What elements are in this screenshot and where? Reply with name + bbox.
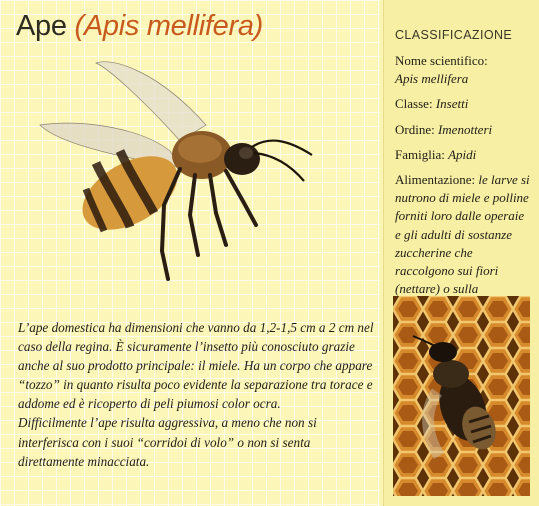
bee-illustration bbox=[30, 55, 330, 295]
fact-label: Ordine: bbox=[395, 121, 435, 137]
fact-diet bbox=[395, 171, 533, 317]
fact-class bbox=[395, 95, 533, 113]
fact-label: Nome scientifico: bbox=[395, 53, 488, 68]
fact-value: Insetti bbox=[435, 96, 469, 112]
title-scientific-name: (Apis mellifera) bbox=[74, 10, 264, 42]
page-title bbox=[16, 10, 263, 43]
fact-family bbox=[395, 146, 533, 164]
classification-facts bbox=[395, 52, 533, 324]
bee-legs bbox=[162, 169, 256, 279]
fact-scientific-name bbox=[395, 52, 533, 88]
fact-value: Imenotteri bbox=[437, 121, 493, 137]
description-text bbox=[18, 318, 378, 471]
bee-antenna-1 bbox=[252, 141, 312, 155]
honeycomb-bee-photo bbox=[393, 296, 530, 496]
fact-label: Classe: bbox=[395, 96, 433, 112]
honeycomb-photo bbox=[393, 296, 530, 496]
fact-order bbox=[395, 121, 533, 139]
description-paragraph-2: Difficilmente l’ape risulta aggressiva, a meno che non si interferisca con i suoi “corridoi di volo” o non si senta direttamente minacciata. bbox=[18, 415, 317, 469]
bee-antenna-2 bbox=[254, 153, 304, 181]
bee-head bbox=[224, 143, 260, 175]
fact-value: Apis mellifera bbox=[395, 71, 469, 87]
fact-value: le larve si nutrono di miele e polline forniti loro dalle operaie e gli adulti di sostanze zuccherine che raccolgono sui fiori (nettare) o sulla bbox=[395, 172, 530, 297]
fact-label: Alimentazione: bbox=[395, 172, 476, 188]
fact-label: Famiglia: bbox=[395, 146, 445, 162]
classification-heading: CLASSIFICAZIONE bbox=[395, 28, 513, 42]
fact-value: Apidi bbox=[448, 146, 477, 162]
title-common-name: Ape bbox=[16, 10, 67, 42]
description-paragraph-1: L’ape domestica ha dimensioni che vanno da 1,2-1,5 cm a 2 cm nel caso della regina. È sicuramente l’insetto più conosciuto grazie anche al suo prodotto principale: il miele. Ha un corpo che appare “tozzo” in quanto risulta poco evidente la separazione tra torace e addome ed è ricoperto di peli piumosi color ocra. bbox=[18, 320, 374, 412]
